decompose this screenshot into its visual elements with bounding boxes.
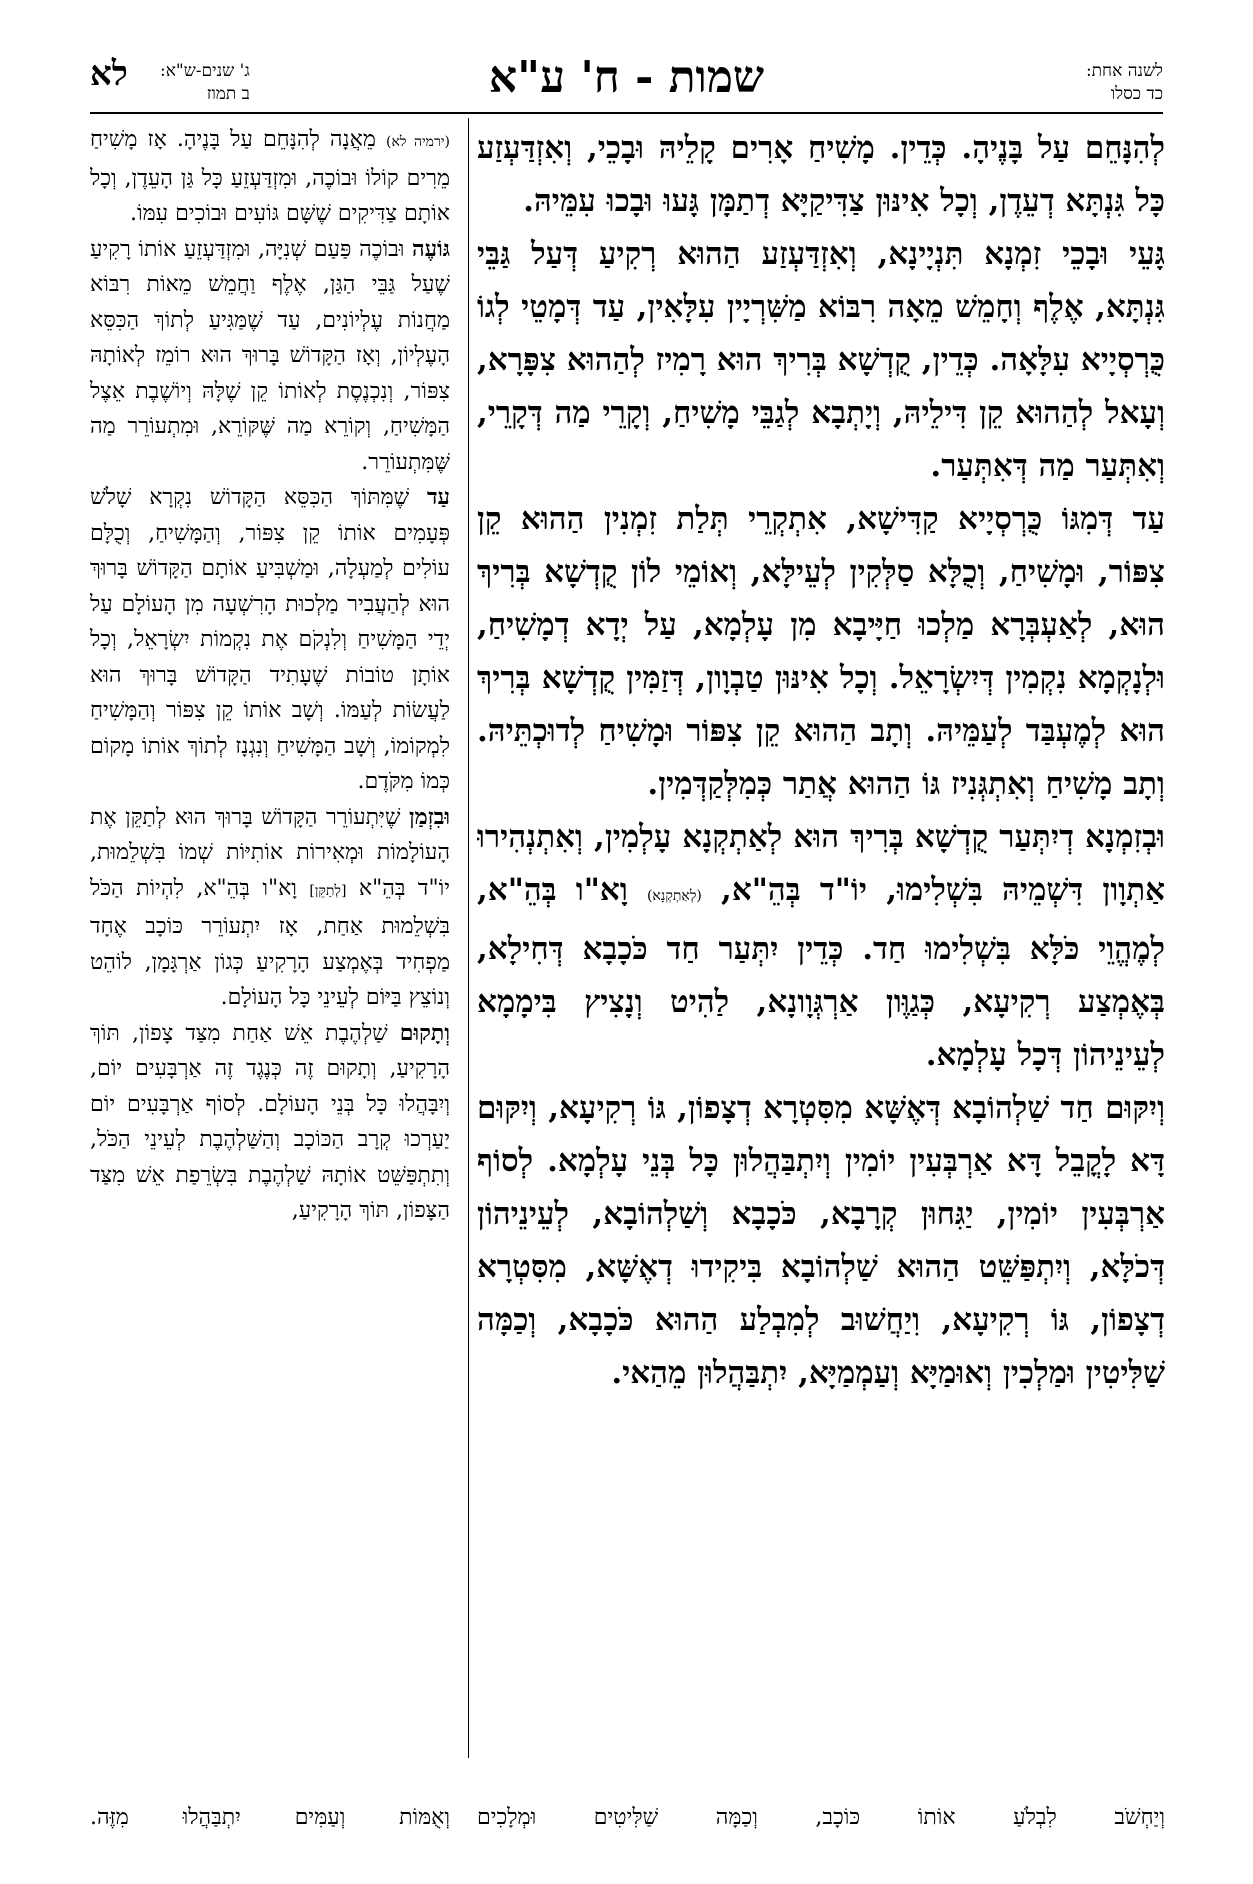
column-divider (468, 118, 469, 1758)
main-paragraph-4-note: (לְאַתְקְנָא) (646, 888, 702, 904)
main-paragraph-2: גָּעֵי וּבָכֵי זִמְנָא תִּנְיָינָא, וְאִזְדַּעְזַע הַהוּא רְקִיעַ דְּעַל גַּבֵּי גִּנְתָּא, אֶלֶף וְחָמֵשׁ מֵאָה רִבּוֹא מַשִּׁרְיָין עִלָּאִין, עַד דְּמָטֵי לְגוֹ כֻּרְסְיָיא עִלָּאָה. כְּדֵין, קֻדְשָׁא בְּרִיךְ הוּא רָמִיז לְהַהוּא צִפָּרָא, וְעָאל לְהַהוּא קֵן דִּילֵיהּ, וְיָתְבָא לְגַבֵּי מָשִׁיחַ, וְקָרֵי מַה דְּקָרֵי, וְאִתְּעַר מַה דְּאִתְּעַר. (477, 236, 1165, 484)
side-paragraph-4-lead: וּבִזְמַן (408, 803, 450, 830)
footer-side-line: וְאֻמּוֹת וְעַמִּים יִתְבַּהֲלוּ מִזֶּה. (90, 1805, 450, 1830)
side-paragraph-1-text: מֵאֲנָה לְהִנָּחֵם עַל בָּנֶיהָ. אָז מָשִׁיחַ מֵרִים קוֹלוֹ וּבוֹכֶה, וּמִזְדַּעְזֵעַ כָּל גַּן הָעֵדֶן, וְכָל אוֹתָם צַדִּיקִים שֶׁשָּׁם גּוֹעִים וּבוֹכִים עִמּוֹ. (90, 127, 450, 226)
side-paragraph-3-text: שֶׁמִּתּוֹךְ הַכִּסֵּא הַקָּדוֹשׁ נִקְרָא שָׁלֹשׁ פְּעָמִים אוֹתוֹ קֵן צִפּוֹר, וְהַמָּשִׁיחַ, וְכֻלָּם עוֹלִים לְמַעְלָה, וּמַשְׁבִּיעַ אוֹתָם הַקָּדוֹשׁ בָּרוּךְ הוּא לְהַעֲבִיר מַלְכוּת הָרִשְׁעָה מִן הָעוֹלָם עַל יְדֵי הַמָּשִׁיחַ וְלִנְקֹם אֶת נִקְמוֹת יִשְׂרָאֵל, וְכָל אוֹתָן טוֹבוֹת שֶׁעָתִיד הַקָּדוֹשׁ בָּרוּךְ הוּא לַעֲשׂוֹת לְעַמּוֹ. וְשָׁב אוֹתוֹ קֵן צִפּוֹר וְהַמָּשִׁיחַ לִמְקוֹמוֹ, וְשָׁב הַמָּשִׁיחַ וְנִגְנָז לְתוֹךְ אוֹתוֹ מָקוֹם כְּמוֹ מִקֹּדֶם. (90, 485, 450, 794)
side-paragraph-3-lead: עַד (426, 484, 450, 510)
side-paragraph-5-text: שַׁלְהֶבֶת אֵשׁ אַחַת מִצַּד צָפוֹן, תּוֹךְ הָרָקִיעַ, וְתָקוּם זֶה כְּנֶגֶד זֶה אַרְבָּעִים יוֹם, וְיִבָּהֲלוּ כָּל בְּנֵי הָעוֹלָם. לְסוֹף אַרְבָּעִים יוֹם יַעַרְכוּ קְרָב הַכּוֹכָב וְהַשַּׁלְהֶבֶת לְעֵינֵי הַכֹּל, וְתִתְפַּשֵּׁט אוֹתָהּ שַׁלְהֶבֶת בִּשְׂרֵפַת אֵשׁ מִצַּד הַצָּפוֹן, תּוֹךְ הָרָקִיעַ, (90, 1020, 450, 1223)
side-paragraph-3 (90, 480, 450, 800)
side-paragraph-4-note: [לְתַקֵּן] (309, 882, 347, 899)
main-paragraph-4 (477, 811, 1165, 1082)
hebrew-translation-column (90, 122, 450, 1802)
page-header (90, 52, 1163, 112)
side-paragraph-2-text: וּבוֹכֶה פַּעַם שְׁנִיָּה, וּמִזְדַּעְזֵעַ אוֹתוֹ רָקִיעַ שֶׁעַל גַּבֵּי הַגַּן, אֶלֶף וַחֲמֵשׁ מֵאוֹת רִבּוֹא מַחֲנוֹת עֶלְיוֹנִים, עַד שֶׁמַּגִּיעַ לְתוֹךְ הַכִּסֵּא הָעֶלְיוֹן, וְאָז הַקָּדוֹשׁ בָּרוּךְ הוּא רוֹמֵז לְאוֹתָהּ צִפּוֹר, וְנִכְנֶסֶת לְאוֹתוֹ קֵן שֶׁלָּהּ וְיוֹשֶׁבֶת אֵצֶל הַמָּשִׁיחַ, וְקוֹרֵא מַה שֶּׁקּוֹרֵא, וּמִתְעוֹרֵר מַה שֶּׁמִּתְעוֹרֵר. (90, 236, 450, 475)
page-title: שמות - ח' ע"א (488, 52, 765, 103)
main-paragraph-5: וְיִקּוּם חַד שַׁלְהוֹבָא דְּאֶשָּׁא מִסִּטְרָא דְצָפוֹן, גּוֹ רְקִיעָא, וְיִקּוּם דָּא לָקֳבֵל דָּא אַרְבְּעִין יוֹמִין וְיִתְבַּהֲלוּן כָּל בְּנֵי עָלְמָא. לְסוֹף אַרְבְּעִין יוֹמִין, יַגִּחוּן קְרָבָא, כֹּכָבָא וְשַׁלְהוֹבָא, לְעֵינֵיהוֹן דְּכֹלָּא, וְיִתְפַּשֵּׁט הַהוּא שַׁלְהוֹבָא בִּיקִידוּ דְאֶשָּׁא, מִסִּטְרָא דְצָפוֹן, גּוֹ רְקִיעָא, וִיַחֲשׁוּב לְמִבְלַע הַהוּא כֹּכָבָא, וְכַמָּה שַׁלִּיטִין וּמַלְכִין וְאוּמַיָּא וְעַמְמַיָּא, יִתְבַּהֲלוּן מֵהַאי. (477, 1090, 1165, 1391)
side-paragraph-4-a: שֶׁיִּתְעוֹרֵר הַקָּדוֹשׁ בָּרוּךְ הוּא לְתַקֵּן אֶת הָעוֹלָמוֹת וּמְאִירוֹת אוֹתִיּוֹת שְׁמוֹ בִּשְׁלֵמוּת, יוֹ"ד בְּהֵ"א (90, 804, 450, 901)
side-paragraph-4-b: וָא"ו בְּהֵ"א, לִהְיוֹת הַכֹּל בִּשְׁלֵמוּת אַחַת, אָז יִתְעוֹרֵר כּוֹכָב אֶחָד מַפְחִיד בְּאֶמְצַע הָרָקִיעַ כְּגוֹן אַרְגָּמָן, לוֹהֵט וְנוֹצֵץ בַּיּוֹם לְעֵינֵי כָּל הָעוֹלָם. (90, 875, 450, 1010)
header-divider (90, 112, 1163, 114)
main-paragraph-1: לְהִנָּחֵם עַל בָּנֶיהָ. כְּדֵין. מָשִׁיחַ אָרִים קָלֵיהּ וּבָכֵי, וְאִזְדַּעְזַע כָּל גִּנְתָּא דְעֵדֶן, וְכָל אִינּוּן צַדִּיקַיָּא דְתַמָּן גָּעוּ וּבָכוּ עִמֵּיהּ. (477, 130, 1165, 219)
side-paragraph-1 (90, 122, 450, 232)
schedule-three-years-label: ג' שנים-ש"א: (160, 61, 250, 81)
schedule-three-years-date: ב תמוז (206, 84, 250, 104)
page-number: לא (90, 54, 128, 94)
footer-main-line: וְיַחְשֹׁב לִבְלֹעַ אוֹתוֹ כּוֹכָב, וְכַמָּה שַׁלִּיטִים וּמְלָכִים (477, 1805, 1165, 1830)
aramaic-column (477, 122, 1165, 1802)
page-footer (90, 1800, 1165, 1840)
schedule-one-year-label: לשנה אחת: (1085, 61, 1163, 81)
side-paragraph-1-source: (ירמיה לא) (386, 134, 450, 150)
side-paragraph-2-lead: גּוֹעֶה (412, 235, 450, 262)
schedule-one-year-date: כד כסלו (1110, 84, 1163, 104)
side-paragraph-2 (90, 232, 450, 481)
schedule-three-years (160, 60, 250, 106)
main-paragraph-3: עַד דְּמִגּוֹ כֻּרְסְיָיא קַדִּישָׁא, אִתְקְרֵי תְּלַת זִמְנִין הַהוּא קֵן צִפּוֹר, וּמָשִׁיחַ, וְכֻלָּא סַלְּקִין לְעֵילָּא, וְאוֹמֵי לוֹן קֻדְשָׁא בְּרִיךְ הוּא, לְאַעְבְּרָא מַלְכוּ חַיָּיבָא מִן עָלְמָא, עַל יְדָא דְמָשִׁיחַ, וּלְנָקְמָא נִקְמִין דְּיִשְׂרָאֵל. וְכָל אִינּוּן טַבְוָון, דְּזַמִּין קֻדְשָׁא בְּרִיךְ הוּא לְמֶעְבַּד לְעַמֵּיהּ. וְתָב הַהוּא קֵן צִפּוֹר וּמָשִׁיחַ לְדוּכְתֵּיהּ. וְתָב מָשִׁיחַ וְאִתְגְּנִיז גּוֹ הַהוּא אֲתַר כְּמִלְּקַדְּמִין. (477, 501, 1165, 802)
side-paragraph-5-lead: וְתָקוּם (399, 1019, 450, 1046)
side-paragraph-4 (90, 800, 450, 1016)
side-paragraph-5 (90, 1016, 450, 1229)
main-paragraph-4-a: וּבְזִמְנָא דְיִתְּעַר קֻדְשָׁא בְּרִיךְ הוּא לְאַתְקְנָא עָלְמִין, וְאִתְנְהִירוּ אַתְוָון דִּשְׁמֵיהּ בִּשְׁלִימוּ, יוֹ"ד בְּהֵ"א, (477, 819, 1165, 908)
main-paragraph-4-b: וָא"ו בְּהֵ"א, לְמֶהֱוֵי כֹּלָּא בִּשְׁלִימוּ חַד. כְּדֵין יִתְּעַר חַד כֹּכָבָא דְּחִילָא, בְּאֶמְצַע רְקִיעָא, כְּגַוֶּון אַרְגְּוָונָא, לַהִיט וְנָצִיץ בִּימָמָא לְעֵינֵיהוֹן דְּכָל עָלְמָא. (477, 872, 1165, 1073)
